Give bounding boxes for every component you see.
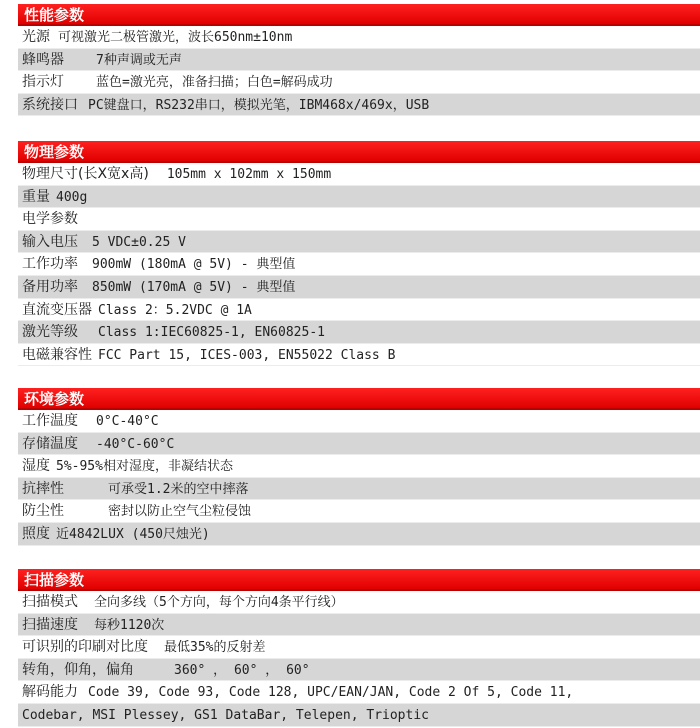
spec-label: 激光等级 <box>22 324 78 341</box>
spec-value: 105mm x 102mm x 150mm <box>166 167 332 182</box>
spec-value: 可视激光二极管激光，波长650nm±10nm <box>58 30 293 45</box>
spec-value: 7种声调或无声 <box>96 52 182 68</box>
spec-value: 360° ， 60° ， 60° <box>174 662 310 678</box>
section-title: 环境参数 <box>18 388 700 410</box>
spec-value: 可承受1.2米的空中摔落 <box>108 481 249 497</box>
spec-value: 5%-95%相对湿度，非凝结状态 <box>56 459 233 475</box>
spec-row <box>18 659 700 682</box>
spec-row <box>18 636 700 659</box>
spec-row <box>18 71 700 94</box>
spec-row <box>18 186 700 209</box>
spec-label: 抗摔性 <box>22 480 64 497</box>
spec-label: 防尘性 <box>22 503 64 520</box>
spec-label: 转角，仰角，偏角 <box>22 661 134 678</box>
spec-row <box>18 163 700 186</box>
spec-row <box>18 253 700 276</box>
spec-row <box>18 410 700 433</box>
spec-value: 近4842LUX (450尺烛光) <box>56 526 210 542</box>
spec-label: 直流变压器 <box>22 301 92 318</box>
spec-row <box>18 455 700 478</box>
spec-row <box>18 321 700 344</box>
spec-row <box>18 523 700 546</box>
spec-row <box>18 614 700 637</box>
spec-value: 850mW (170mA @ 5V) - 典型值 <box>92 279 296 295</box>
spec-row <box>18 478 700 501</box>
spec-value: 0°C-40°C <box>96 414 159 429</box>
spec-value: 全向多线（5个方向，每个方向4条平行线） <box>94 595 344 610</box>
section-title: 性能参数 <box>18 4 700 26</box>
spec-row <box>18 500 700 523</box>
section-environment <box>18 388 700 546</box>
spec-value: -40°C-60°C <box>96 436 175 452</box>
spec-value: 400g <box>56 189 88 205</box>
spec-label: 备用功率 <box>22 278 78 295</box>
spec-label: 可识别的印刷对比度 <box>22 639 148 656</box>
spec-row <box>18 704 700 727</box>
spec-label: 解码能力 <box>22 684 78 701</box>
spec-row <box>18 299 700 322</box>
spec-label: 存储温度 <box>22 435 78 452</box>
spec-value: 900mW (180mA @ 5V) - 典型值 <box>92 257 296 273</box>
section-performance <box>18 4 700 116</box>
spec-label: 工作温度 <box>22 413 78 429</box>
spec-label: 电学参数 <box>22 211 78 228</box>
spec-label: 扫描速度 <box>22 616 78 633</box>
spec-row <box>18 49 700 72</box>
spec-value: PC键盘口，RS232串口，模拟光笔，IBM468x/469x，USB <box>88 97 430 113</box>
spec-label: 输入电压 <box>22 233 78 250</box>
spec-row <box>18 26 700 49</box>
spec-value: 蓝色=激光亮，准备扫描；白色=解码成功 <box>96 75 333 91</box>
spec-row <box>18 591 700 614</box>
spec-label: 指示灯 <box>22 74 64 91</box>
spec-label: 蜂鸣器 <box>22 51 64 68</box>
spec-value: 最低35%的反射差 <box>164 640 266 656</box>
section-title: 物理参数 <box>18 141 700 163</box>
spec-value: Codebar, MSI Plessey, GS1 DataBar, Telepen, Trioptic <box>22 707 429 723</box>
spec-value: FCC Part 15, ICES-003, EN55022 Class B <box>98 347 396 363</box>
section-physical <box>18 141 700 366</box>
spec-label: 物理尺寸(长X宽x高) <box>22 166 149 182</box>
section-scanning <box>18 569 700 727</box>
spec-row <box>18 231 700 254</box>
spec-row <box>18 681 700 704</box>
spec-value: Class 2：5.2VDC @ 1A <box>98 302 252 318</box>
spec-value: 密封以防止空气尘粒侵蚀 <box>108 504 252 520</box>
spec-label: 扫描模式 <box>22 594 78 610</box>
spec-row <box>18 344 700 367</box>
spec-label: 系统接口 <box>22 96 78 113</box>
spec-value: 每秒1120次 <box>94 617 165 633</box>
spec-label: 工作功率 <box>22 256 78 273</box>
spec-row <box>18 208 700 231</box>
section-title: 扫描参数 <box>18 569 700 591</box>
spec-label: 重量 <box>22 188 50 205</box>
spec-label: 湿度 <box>22 458 50 475</box>
spec-label: 照度 <box>22 525 50 542</box>
spec-row <box>18 94 700 117</box>
spec-value: 5 VDC±0.25 V <box>92 234 186 250</box>
spec-value: Class 1:IEC60825-1, EN60825-1 <box>98 325 325 341</box>
spec-value: Code 39, Code 93, Code 128, UPC/EAN/JAN, Code 2 Of 5, Code 11, <box>88 685 574 701</box>
spec-label: 光源 <box>22 29 50 45</box>
spec-row <box>18 433 700 456</box>
spec-label: 电磁兼容性 <box>22 346 92 363</box>
spec-row <box>18 276 700 299</box>
